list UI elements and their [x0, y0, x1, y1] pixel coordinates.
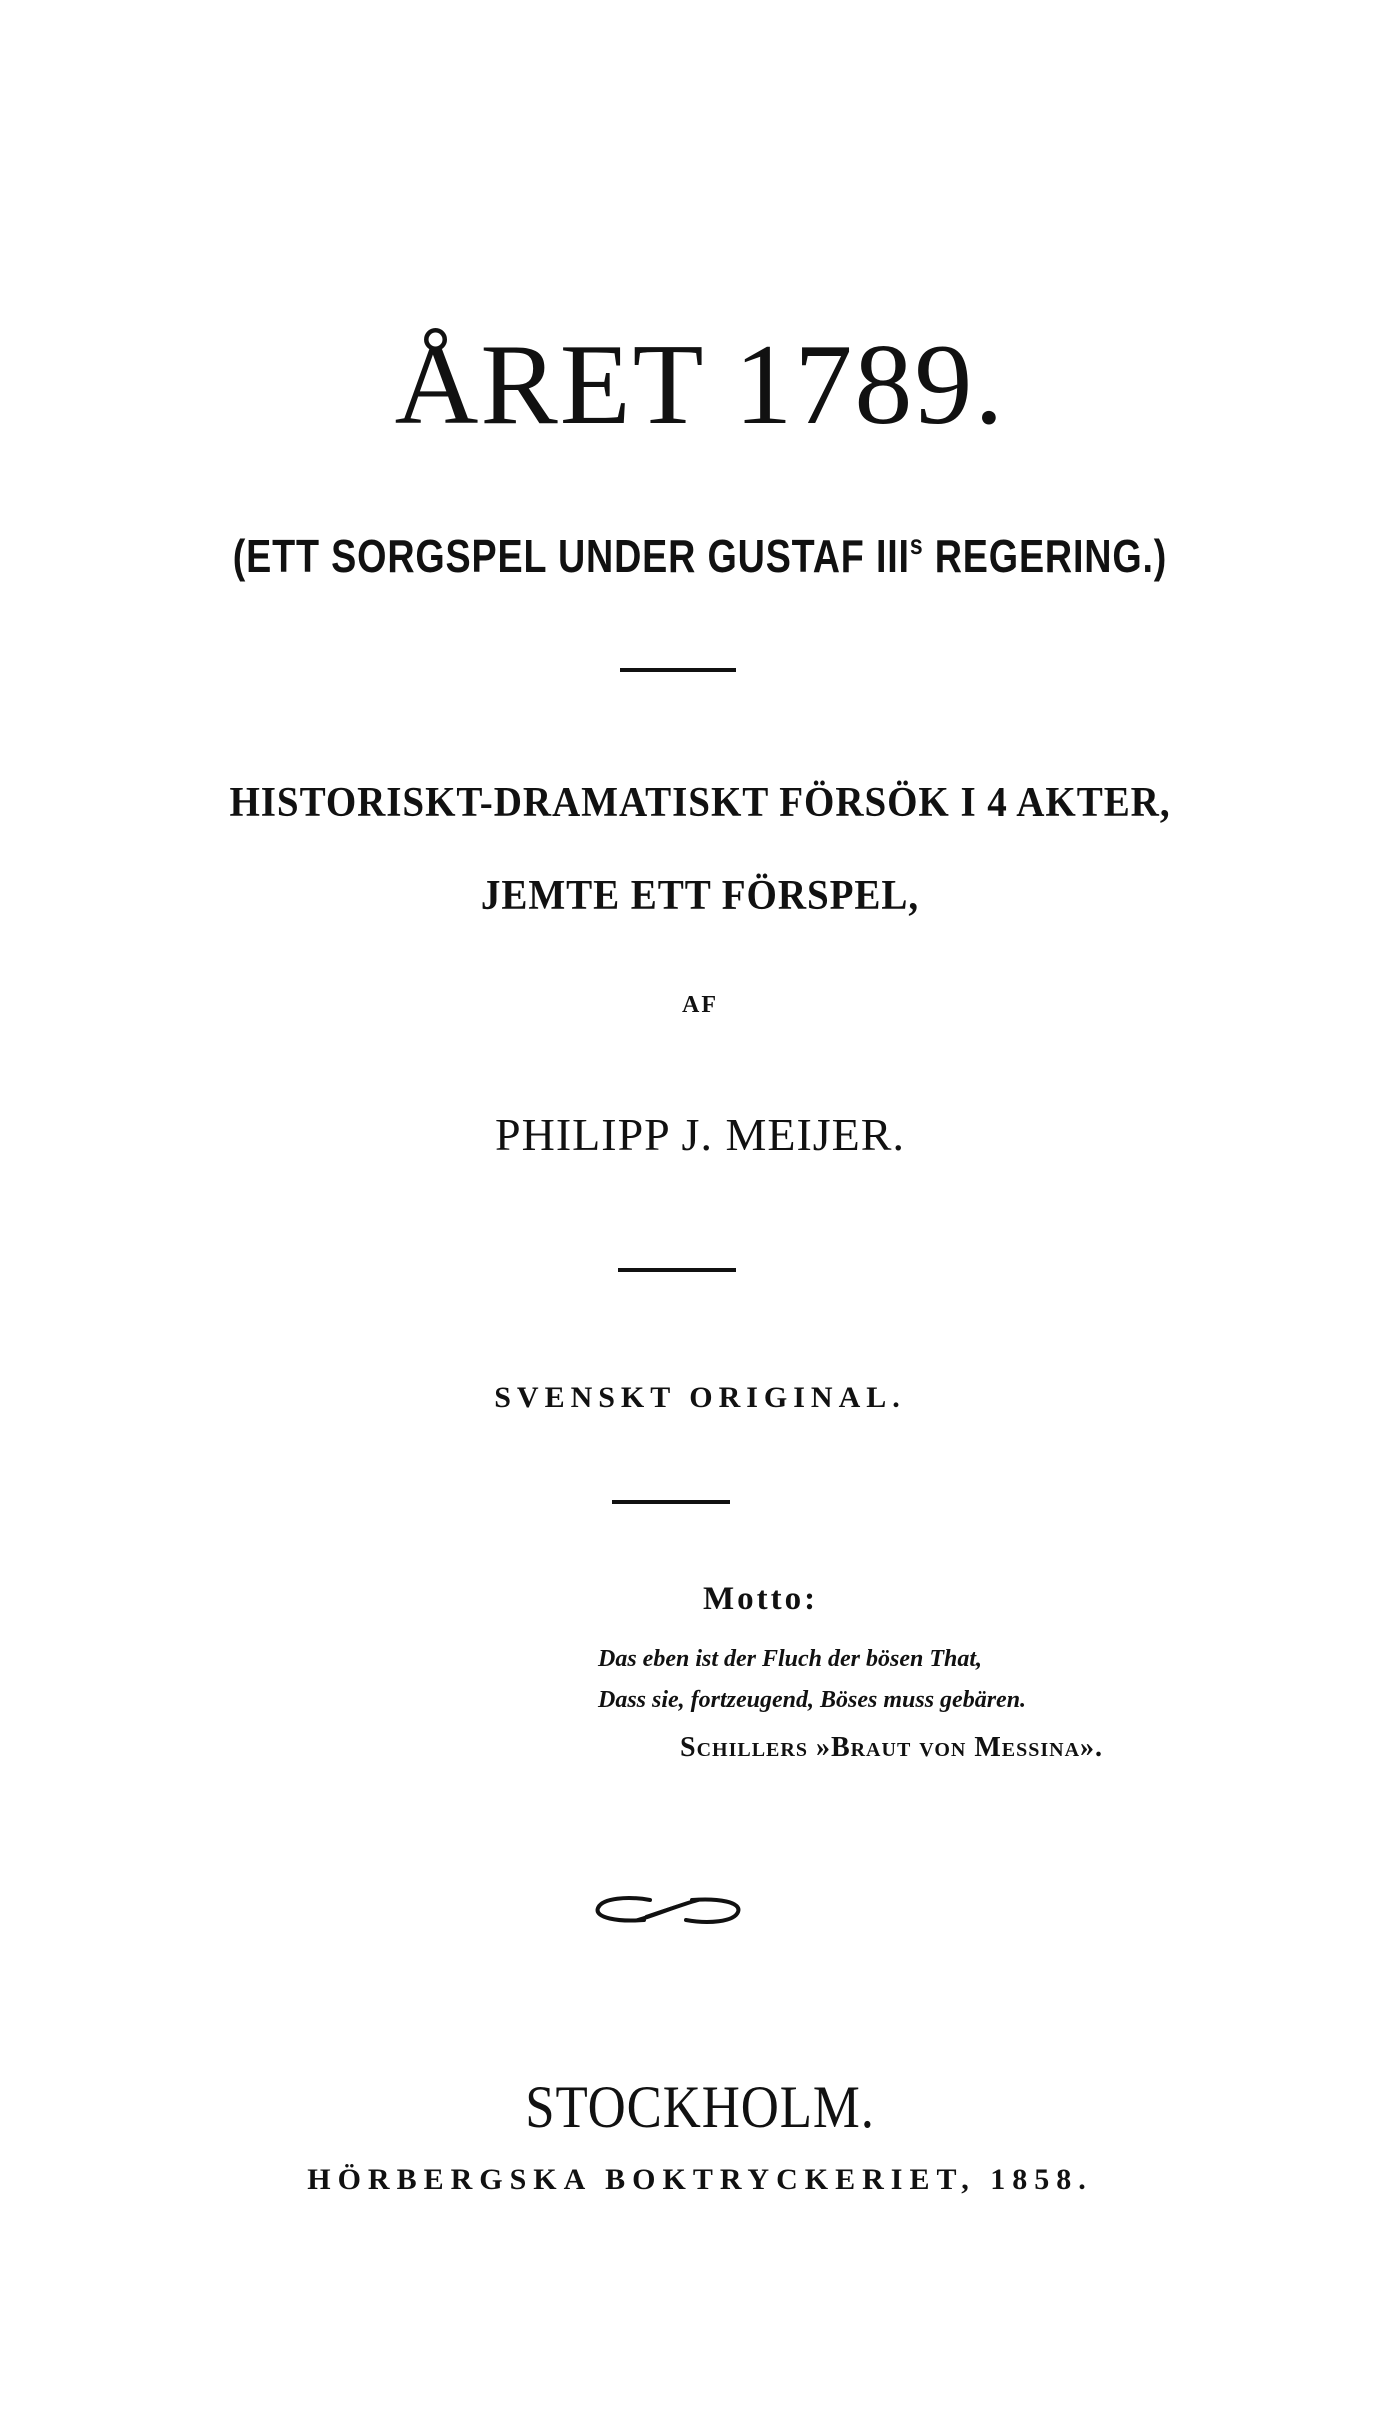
motto-heading: Motto: [703, 1581, 819, 1617]
imprint-city: STOCKHOLM. [525, 2074, 875, 2140]
genre-description-line-2: JEMTE ETT FÖRSPEL, [480, 873, 920, 919]
subtitle-before: (ETT SORGSPEL UNDER GUSTAF III [232, 530, 910, 582]
motto-quote-line-2: Dass sie, fortzeugend, Böses muss gebären. [598, 1687, 1027, 1713]
book-title: ÅRET 1789. [394, 321, 1006, 449]
author-name: PHILIPP J. MEIJER. [495, 1109, 905, 1160]
genre-description-line-1: HISTORISKT-DRAMATISKT FÖRSÖK I 4 AKTER, [229, 780, 1171, 826]
by-label: AF [682, 992, 718, 1018]
imprint-printer: HÖRBERGSKA BOKTRYCKERIET, 1858. [307, 2163, 1093, 2196]
motto-source: Schillers »Braut von Messina». [680, 1732, 1104, 1763]
original-note: SVENSKT ORIGINAL. [494, 1381, 906, 1414]
book-subtitle [126, 515, 1274, 586]
divider-rule [620, 668, 736, 672]
subtitle-superscript: s [909, 529, 924, 560]
motto-quote-line-1: Das eben ist der Fluch der bösen That, [598, 1646, 983, 1672]
subtitle-after: REGERING.) [923, 530, 1168, 582]
divider-rule [618, 1268, 736, 1272]
divider-rule [612, 1500, 730, 1504]
ornament-flourish-icon [588, 1890, 748, 1930]
